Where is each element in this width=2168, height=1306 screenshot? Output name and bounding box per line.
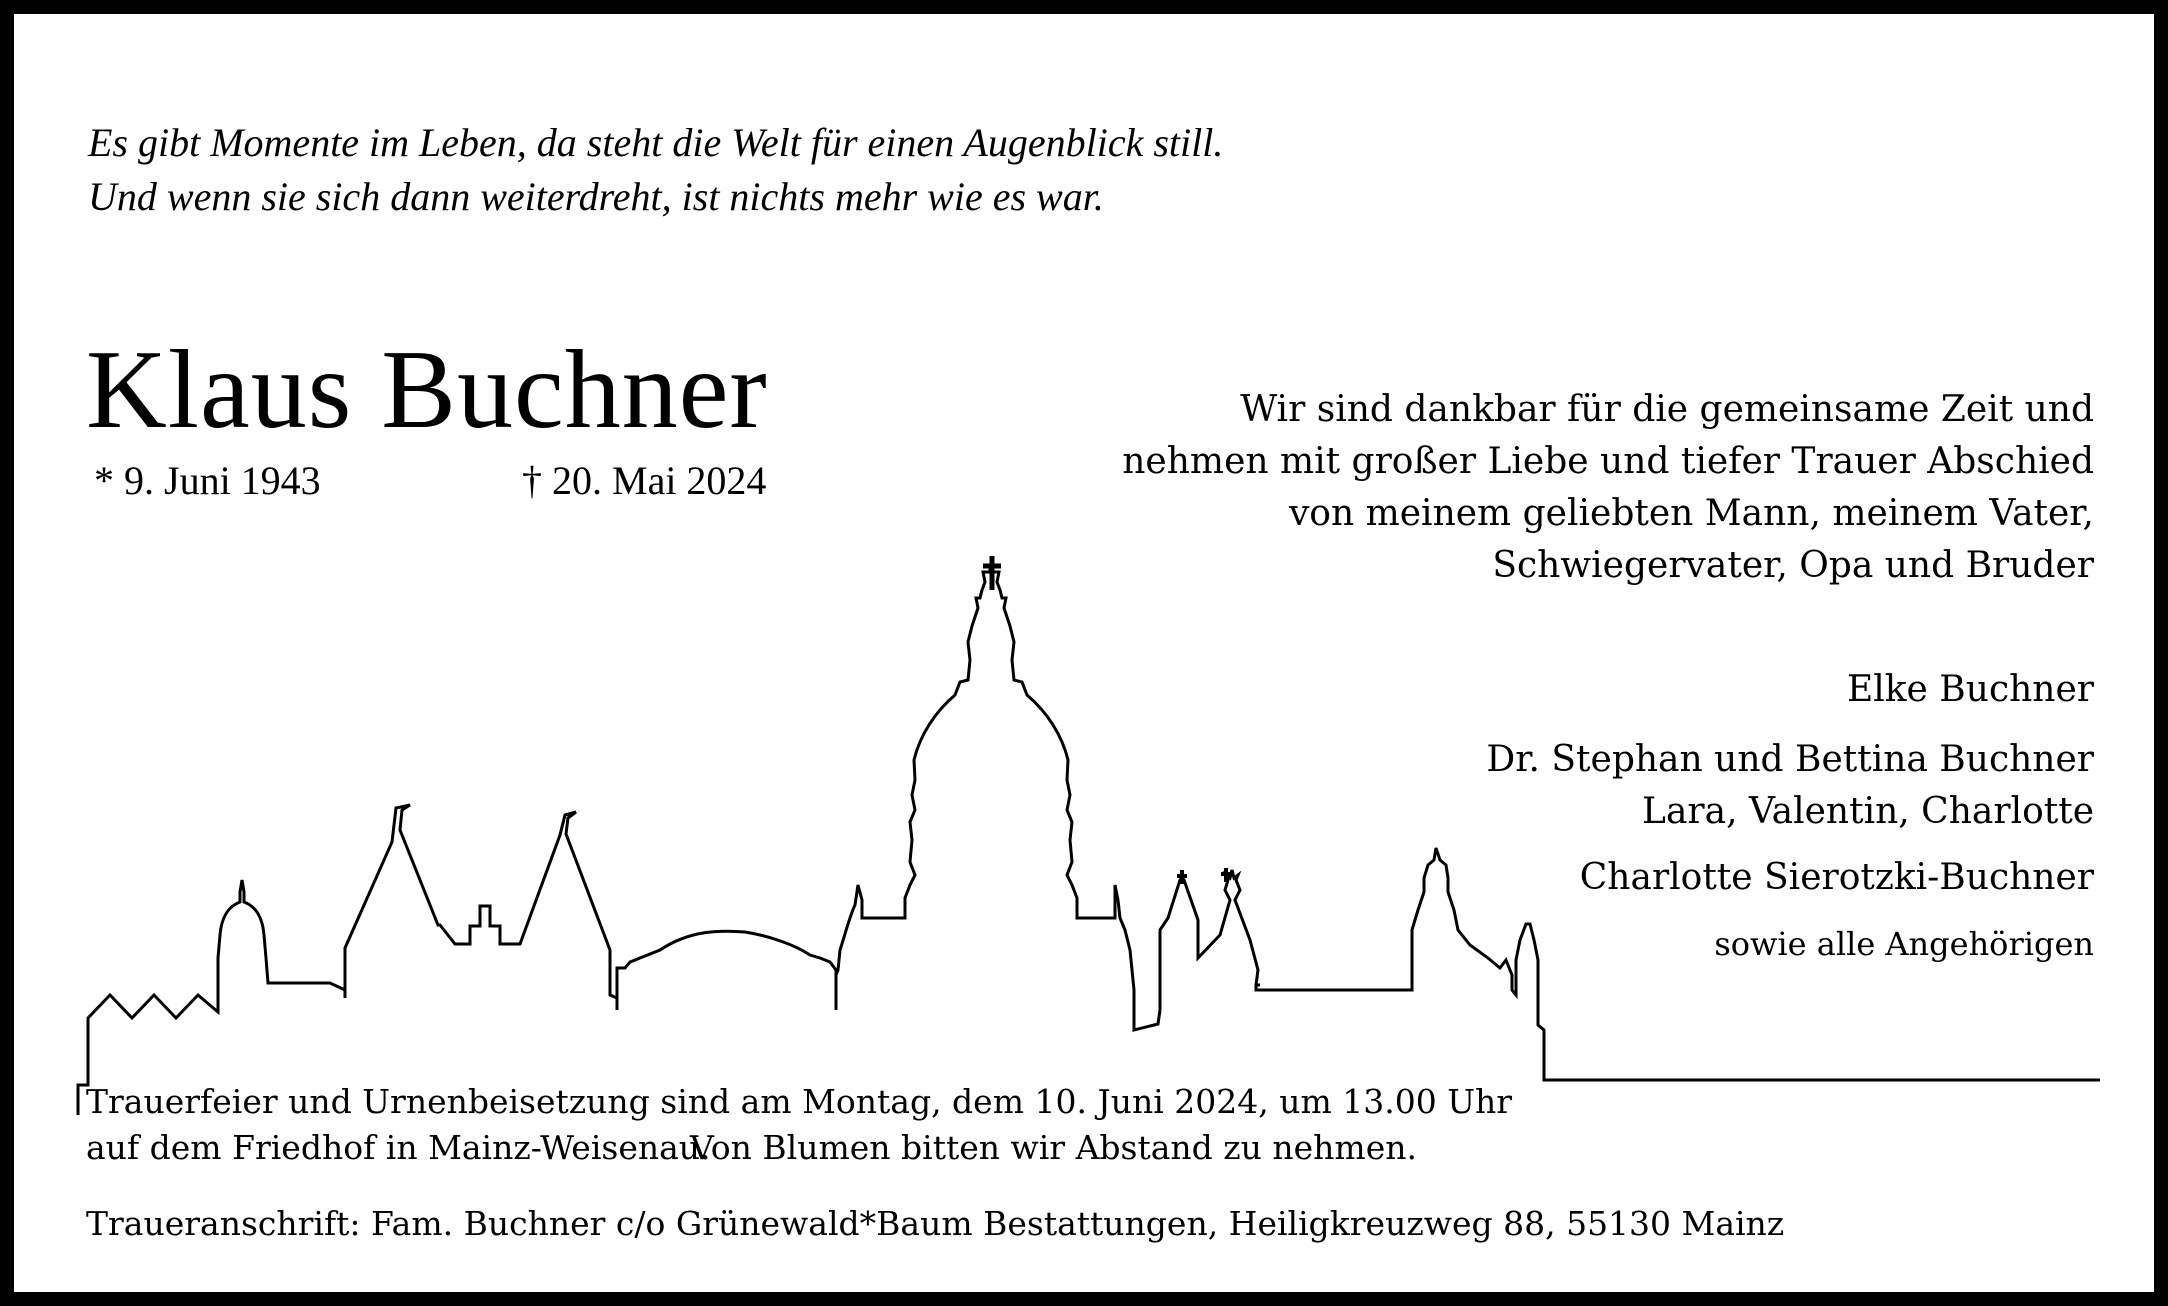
mourner-name: Elke Buchner <box>1846 669 2094 710</box>
service-line-2: auf dem Friedhof in Mainz-Weisenau. <box>86 1128 711 1167</box>
service-line-1: Trauerfeier und Urnenbeisetzung sind am Montag, dem 10. Juni 2024, um 13.00 Uhr <box>86 1082 1513 1121</box>
thanks-line: Schwiegervater, Opa und Bruder <box>1492 545 2094 586</box>
death-date: † 20. Mai 2024 <box>522 458 767 503</box>
mourning-address: Traueranschrift: Fam. Buchner c/o Grünewald*Baum Bestattungen, Heiligkreuzweg 88, 55130 Mainz <box>86 1204 1785 1243</box>
mourner-name: Dr. Stephan und Bettina Buchner <box>1486 739 2094 780</box>
deceased-name: Klaus Buchner <box>86 328 768 452</box>
birth-date: * 9. Juni 1943 <box>94 458 321 503</box>
mourner-name: Lara, Valentin, Charlotte <box>1642 791 2094 832</box>
service-line-3: Von Blumen bitten wir Abstand zu nehmen. <box>690 1128 1417 1167</box>
mourner-name: Charlotte Sierotzki-Buchner <box>1579 857 2094 898</box>
quote-line-1: Es gibt Momente im Leben, da steht die Welt für einen Augenblick still. <box>88 120 1224 165</box>
thanks-line: Wir sind dankbar für die gemeinsame Zeit und <box>1240 389 2094 430</box>
quote-line-2: Und wenn sie sich dann weiterdreht, ist nichts mehr wie es war. <box>88 174 1104 219</box>
thanks-line: von meinem geliebten Mann, meinem Vater, <box>1288 493 2094 534</box>
thanks-line: nehmen mit großer Liebe und tiefer Trauer Abschied <box>1122 441 2094 482</box>
mourner-relatives: sowie alle Angehörigen <box>1714 925 2094 963</box>
